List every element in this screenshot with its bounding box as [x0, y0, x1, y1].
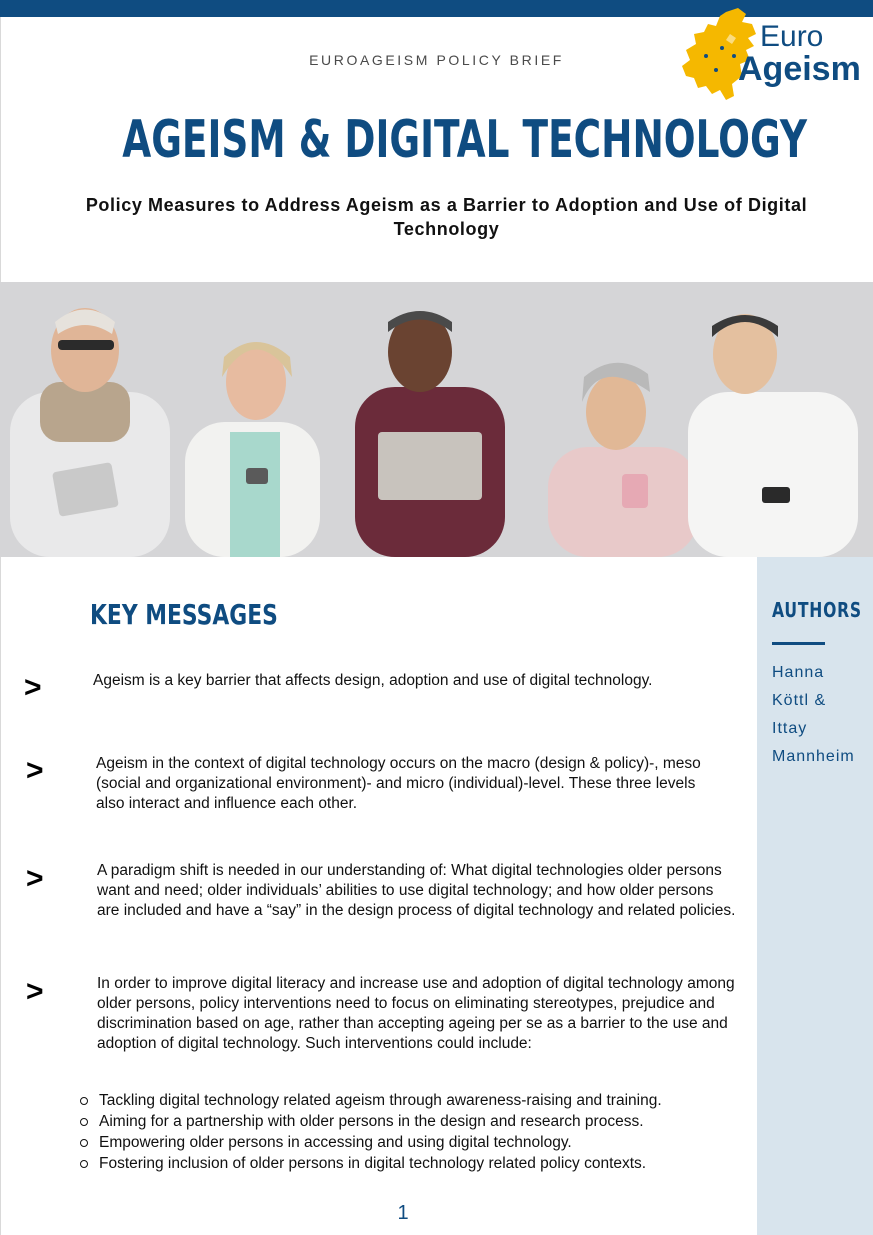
- hero-photo: [0, 282, 873, 557]
- authors-sidebar: [757, 557, 873, 1235]
- chevron-right-icon: >: [26, 862, 44, 895]
- chevron-right-icon: >: [26, 975, 44, 1008]
- list-item: Tackling digital technology related ageism through awareness-raising and training.: [78, 1090, 662, 1111]
- key-message-1: Ageism is a key barrier that affects design, adoption and use of digital technology.: [93, 672, 653, 689]
- author-line: Mannheim: [772, 748, 855, 765]
- circle-bullet-icon: [80, 1160, 88, 1168]
- chevron-right-icon: >: [26, 754, 44, 787]
- circle-bullet-icon: [80, 1139, 88, 1147]
- page-edge-line: [0, 17, 1, 1235]
- author-line: Ittay: [772, 720, 808, 737]
- circle-bullet-icon: [80, 1097, 88, 1105]
- author-line: Köttl &: [772, 692, 827, 709]
- page-number: 1: [397, 1202, 409, 1224]
- key-message-4: In order to improve digital literacy and increase use and adoption of digital technology among older persons, policy interventions need to focus on eliminating stereotypes, prejudice and discrimination based on age, rather than accepting ageing per se as a barrier to the use and adoption of digital technology. Such interventions could include:: [97, 975, 735, 1052]
- page-subtitle: Policy Measures to Address Ageism as a Barrier to Adoption and Use of Digital Technology: [85, 195, 808, 239]
- list-item: Fostering inclusion of older persons in digital technology related policy contexts.: [78, 1153, 662, 1174]
- logo-text-ageism: Ageism: [738, 50, 861, 88]
- key-message-2: Ageism in the context of digital technology occurs on the macro (design & policy)-, meso (social and organizational environment)- and micro (individual)-level. These three levels also interact and influence each other.: [96, 755, 701, 812]
- interventions-list: [78, 1090, 662, 1174]
- list-item: Empowering older persons in accessing and using digital technology.: [78, 1132, 662, 1153]
- logo-text-euro: Euro: [760, 20, 824, 53]
- authors-divider: [772, 642, 825, 645]
- brief-label: EUROAGEISM POLICY BRIEF: [309, 52, 564, 68]
- chevron-right-icon: >: [24, 671, 42, 704]
- page-title: AGEISM & DIGITAL TECHNOLOGY: [122, 110, 808, 170]
- list-item: Aiming for a partnership with older persons in the design and research process.: [78, 1111, 662, 1132]
- author-line: Hanna: [772, 664, 825, 681]
- circle-bullet-icon: [80, 1118, 88, 1126]
- euroageism-logo: [676, 4, 868, 108]
- key-message-3: A paradigm shift is needed in our understanding of: What digital technologies older persons want and need; older individuals’ abilities to use digital technology; and how older persons are included and have a “say” in the design process of digital technology and related policies.: [97, 862, 736, 919]
- key-messages-heading: KEY MESSAGES: [90, 598, 278, 631]
- authors-heading: AUTHORS: [772, 598, 862, 622]
